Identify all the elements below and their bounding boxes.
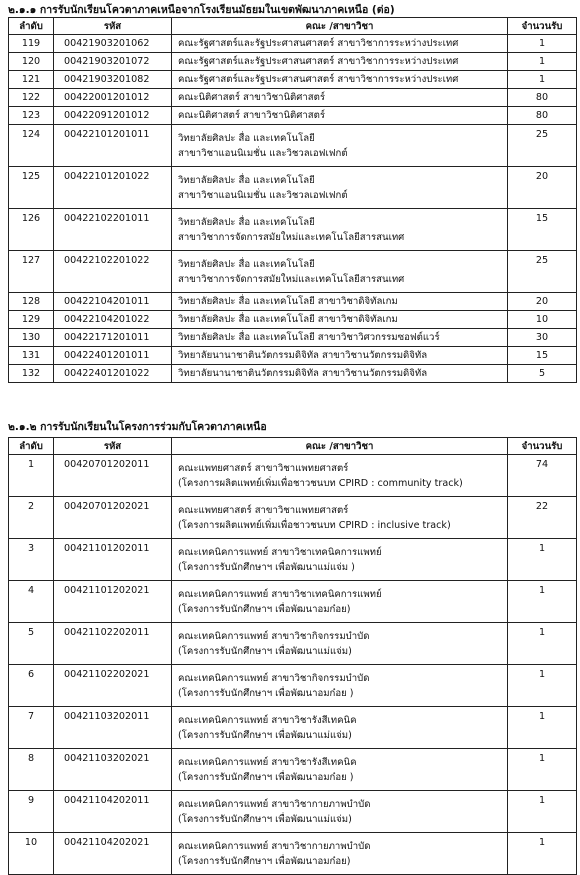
faculty-line: วิทยาลัยศิลปะ สื่อ และเทคโนโลยี — [178, 174, 315, 186]
quota-value: 15 — [508, 209, 577, 251]
row-number: 126 — [9, 209, 54, 251]
faculty-program — [172, 107, 508, 125]
table-row — [9, 365, 577, 383]
row-number: 124 — [9, 125, 54, 167]
faculty-program — [172, 329, 508, 347]
column-header-number: ลำดับ — [9, 18, 54, 35]
program-code: 00420701202021 — [54, 497, 172, 539]
quota-value: 15 — [508, 347, 577, 365]
program-code: 00421903201082 — [54, 71, 172, 89]
faculty-program — [172, 623, 508, 665]
faculty-line: คณะเทคนิคการแพทย์ สาขาวิชากายภาพบำบัด — [178, 798, 371, 810]
table-row — [9, 311, 577, 329]
quota-table-section-1 — [8, 17, 577, 383]
quota-value: 80 — [508, 107, 577, 125]
column-header-number: ลำดับ — [9, 438, 54, 455]
row-number: 5 — [9, 623, 54, 665]
table-row — [9, 347, 577, 365]
faculty-line: วิทยาลัยศิลปะ สื่อ และเทคโนโลยี — [178, 216, 315, 228]
table-row — [9, 707, 577, 749]
faculty-line: คณะเทคนิคการแพทย์ สาขาวิชารังสีเทคนิค — [178, 756, 357, 768]
table-header-row — [9, 18, 577, 35]
section-2-title: ๒.๑.๒ การรับนักเรียนในโครงการร่วมกับโควตาภาคเหนือ — [8, 421, 267, 433]
row-number: 10 — [9, 833, 54, 875]
quota-table-section-2 — [8, 437, 577, 875]
faculty-program — [172, 749, 508, 791]
row-number: 9 — [9, 791, 54, 833]
faculty-program — [172, 53, 508, 71]
quota-value: 1 — [508, 71, 577, 89]
program-line: (โครงการผลิตแพทย์เพิ่มเพื่อชาวชนบท CPIRD : inclusive track) — [178, 519, 451, 531]
faculty-program — [172, 833, 508, 875]
table-row — [9, 35, 577, 53]
faculty-program — [172, 209, 508, 251]
program-code: 00421101202021 — [54, 581, 172, 623]
faculty-line: วิทยาลัยศิลปะ สื่อ และเทคโนโลยี สาขาวิชาดิจิทัลเกม — [178, 314, 398, 325]
row-number: 1 — [9, 455, 54, 497]
faculty-line: คณะรัฐศาสตร์และรัฐประศาสนศาสตร์ สาขาวิชาการระหว่างประเทศ — [178, 74, 459, 85]
table-row — [9, 293, 577, 311]
program-line: สาขาวิชาการจัดการสมัยใหม่และเทคโนโลยีสารสนเทศ — [178, 273, 405, 285]
table-row — [9, 455, 577, 497]
table-row — [9, 749, 577, 791]
program-line: สาขาวิชาแอนนิเมชั่น และวิชวลเอฟเฟกต์ — [178, 189, 348, 201]
faculty-line: คณะเทคนิคการแพทย์ สาขาวิชากิจกรรมบำบัด — [178, 672, 370, 684]
faculty-line: คณะเทคนิคการแพทย์ สาขาวิชารังสีเทคนิค — [178, 714, 357, 726]
program-code: 00421903201062 — [54, 35, 172, 53]
program-code: 00422102201011 — [54, 209, 172, 251]
program-code: 00421103202011 — [54, 707, 172, 749]
column-header-code: รหัส — [54, 18, 172, 35]
quota-value: 1 — [508, 707, 577, 749]
row-number: 130 — [9, 329, 54, 347]
table-row — [9, 329, 577, 347]
section-1-title: ๒.๑.๑ การรับนักเรียนโควตาภาคเหนือจากโรงเรียนมัธยมในเขตพัฒนาภาคเหนือ (ต่อ) — [8, 4, 395, 16]
row-number: 120 — [9, 53, 54, 71]
faculty-program — [172, 89, 508, 107]
quota-value: 5 — [508, 365, 577, 383]
quota-value: 25 — [508, 251, 577, 293]
row-number: 6 — [9, 665, 54, 707]
quota-value: 30 — [508, 329, 577, 347]
program-line: (โครงการรับนักศึกษาฯ เพื่อพัฒนาแม่แจ่ม) — [178, 645, 352, 657]
table-row — [9, 581, 577, 623]
faculty-program — [172, 167, 508, 209]
row-number: 7 — [9, 707, 54, 749]
quota-value: 20 — [508, 293, 577, 311]
quota-value: 22 — [508, 497, 577, 539]
row-number: 131 — [9, 347, 54, 365]
program-line: (โครงการรับนักศึกษาฯ เพื่อพัฒนาอมก๋อย ) — [178, 771, 354, 783]
program-line: (โครงการรับนักศึกษาฯ เพื่อพัฒนาแม่แจ่ม) — [178, 813, 352, 825]
faculty-program — [172, 71, 508, 89]
faculty-line: คณะแพทยศาสตร์ สาขาวิชาแพทยศาสตร์ — [178, 504, 349, 516]
program-code: 00422401201011 — [54, 347, 172, 365]
program-line: (โครงการรับนักศึกษาฯ เพื่อพัฒนาอมก๋อย) — [178, 855, 351, 867]
faculty-program — [172, 581, 508, 623]
row-number: 8 — [9, 749, 54, 791]
faculty-program — [172, 347, 508, 365]
program-code: 00421903201072 — [54, 53, 172, 71]
table-row — [9, 539, 577, 581]
row-number: 123 — [9, 107, 54, 125]
table-row — [9, 791, 577, 833]
quota-value: 25 — [508, 125, 577, 167]
row-number: 127 — [9, 251, 54, 293]
program-line: (โครงการรับนักศึกษาฯ เพื่อพัฒนาแม่แจ่ม ) — [178, 561, 355, 573]
faculty-line: วิทยาลัยนานาชาตินวัตกรรมดิจิทัล สาขาวิชานวัตกรรมดิจิทัล — [178, 350, 428, 361]
faculty-program — [172, 293, 508, 311]
column-header-quota: จำนวนรับ — [508, 438, 577, 455]
table-row — [9, 53, 577, 71]
program-line: (โครงการผลิตแพทย์เพิ่มเพื่อชาวชนบท CPIRD : community track) — [178, 477, 463, 489]
table-row — [9, 125, 577, 167]
faculty-program — [172, 707, 508, 749]
faculty-program — [172, 665, 508, 707]
table-row — [9, 665, 577, 707]
program-code: 00422091201012 — [54, 107, 172, 125]
program-line: (โครงการรับนักศึกษาฯ เพื่อพัฒนาอมก๋อย) — [178, 603, 351, 615]
program-code: 00422101201011 — [54, 125, 172, 167]
faculty-program — [172, 539, 508, 581]
program-line: (โครงการรับนักศึกษาฯ เพื่อพัฒนาอมก๋อย ) — [178, 687, 354, 699]
program-code: 00420701202011 — [54, 455, 172, 497]
column-header-faculty: คณะ /สาขาวิชา — [172, 438, 508, 455]
row-number: 125 — [9, 167, 54, 209]
program-line: (โครงการรับนักศึกษาฯ เพื่อพัฒนาแม่แจ่ม) — [178, 729, 352, 741]
row-number: 129 — [9, 311, 54, 329]
program-code: 00421103202021 — [54, 749, 172, 791]
program-code: 00421102202021 — [54, 665, 172, 707]
faculty-line: คณะนิติศาสตร์ สาขาวิชานิติศาสตร์ — [178, 92, 326, 103]
faculty-program — [172, 791, 508, 833]
program-code: 00421101202011 — [54, 539, 172, 581]
program-code: 00422171201011 — [54, 329, 172, 347]
faculty-program — [172, 455, 508, 497]
row-number: 122 — [9, 89, 54, 107]
row-number: 132 — [9, 365, 54, 383]
faculty-line: คณะเทคนิคการแพทย์ สาขาวิชากายภาพบำบัด — [178, 840, 371, 852]
quota-value: 80 — [508, 89, 577, 107]
quota-value: 1 — [508, 791, 577, 833]
program-code: 00421102202011 — [54, 623, 172, 665]
quota-value: 1 — [508, 53, 577, 71]
table-header-row — [9, 438, 577, 455]
faculty-line: คณะเทคนิคการแพทย์ สาขาวิชาเทคนิคการแพทย์ — [178, 546, 382, 558]
quota-value: 1 — [508, 749, 577, 791]
column-header-faculty: คณะ /สาขาวิชา — [172, 18, 508, 35]
faculty-line: คณะรัฐศาสตร์และรัฐประศาสนศาสตร์ สาขาวิชาการระหว่างประเทศ — [178, 56, 459, 67]
program-code: 00422104201011 — [54, 293, 172, 311]
row-number: 121 — [9, 71, 54, 89]
faculty-line: คณะนิติศาสตร์ สาขาวิชานิติศาสตร์ — [178, 110, 326, 121]
quota-value: 74 — [508, 455, 577, 497]
quota-value: 1 — [508, 623, 577, 665]
faculty-program — [172, 365, 508, 383]
faculty-line: วิทยาลัยศิลปะ สื่อ และเทคโนโลยี — [178, 258, 315, 270]
faculty-line: คณะแพทยศาสตร์ สาขาวิชาแพทยศาสตร์ — [178, 462, 349, 474]
row-number: 2 — [9, 497, 54, 539]
table-row — [9, 167, 577, 209]
faculty-line: วิทยาลัยศิลปะ สื่อ และเทคโนโลยี — [178, 132, 315, 144]
faculty-line: คณะเทคนิคการแพทย์ สาขาวิชากิจกรรมบำบัด — [178, 630, 370, 642]
faculty-program — [172, 35, 508, 53]
program-code: 00421104202011 — [54, 791, 172, 833]
quota-value: 1 — [508, 665, 577, 707]
quota-value: 20 — [508, 167, 577, 209]
program-code: 00422104201022 — [54, 311, 172, 329]
table-row — [9, 623, 577, 665]
faculty-line: วิทยาลัยนานาชาตินวัตกรรมดิจิทัล สาขาวิชานวัตกรรมดิจิทัล — [178, 368, 428, 379]
table-row — [9, 107, 577, 125]
faculty-program — [172, 311, 508, 329]
faculty-line: วิทยาลัยศิลปะ สื่อ และเทคโนโลยี สาขาวิชาวิศวกรรมซอฟต์แวร์ — [178, 332, 440, 343]
program-code: 00421104202021 — [54, 833, 172, 875]
program-code: 00422101201022 — [54, 167, 172, 209]
faculty-line: คณะเทคนิคการแพทย์ สาขาวิชาเทคนิคการแพทย์ — [178, 588, 382, 600]
table-row — [9, 251, 577, 293]
faculty-line: คณะรัฐศาสตร์และรัฐประศาสนศาสตร์ สาขาวิชาการระหว่างประเทศ — [178, 38, 459, 49]
table-row — [9, 497, 577, 539]
quota-value: 1 — [508, 35, 577, 53]
quota-value: 10 — [508, 311, 577, 329]
row-number: 4 — [9, 581, 54, 623]
faculty-program — [172, 125, 508, 167]
quota-value: 1 — [508, 539, 577, 581]
program-line: สาขาวิชาแอนนิเมชั่น และวิชวลเอฟเฟกต์ — [178, 147, 348, 159]
column-header-quota: จำนวนรับ — [508, 18, 577, 35]
table-row — [9, 833, 577, 875]
row-number: 119 — [9, 35, 54, 53]
faculty-program — [172, 497, 508, 539]
row-number: 128 — [9, 293, 54, 311]
column-header-code: รหัส — [54, 438, 172, 455]
faculty-program — [172, 251, 508, 293]
quota-value: 1 — [508, 581, 577, 623]
table-row — [9, 209, 577, 251]
row-number: 3 — [9, 539, 54, 581]
program-line: สาขาวิชาการจัดการสมัยใหม่และเทคโนโลยีสารสนเทศ — [178, 231, 405, 243]
program-code: 00422001201012 — [54, 89, 172, 107]
quota-value: 1 — [508, 833, 577, 875]
faculty-line: วิทยาลัยศิลปะ สื่อ และเทคโนโลยี สาขาวิชาดิจิทัลเกม — [178, 296, 398, 307]
program-code: 00422401201022 — [54, 365, 172, 383]
program-code: 00422102201022 — [54, 251, 172, 293]
table-row — [9, 71, 577, 89]
table-row — [9, 89, 577, 107]
